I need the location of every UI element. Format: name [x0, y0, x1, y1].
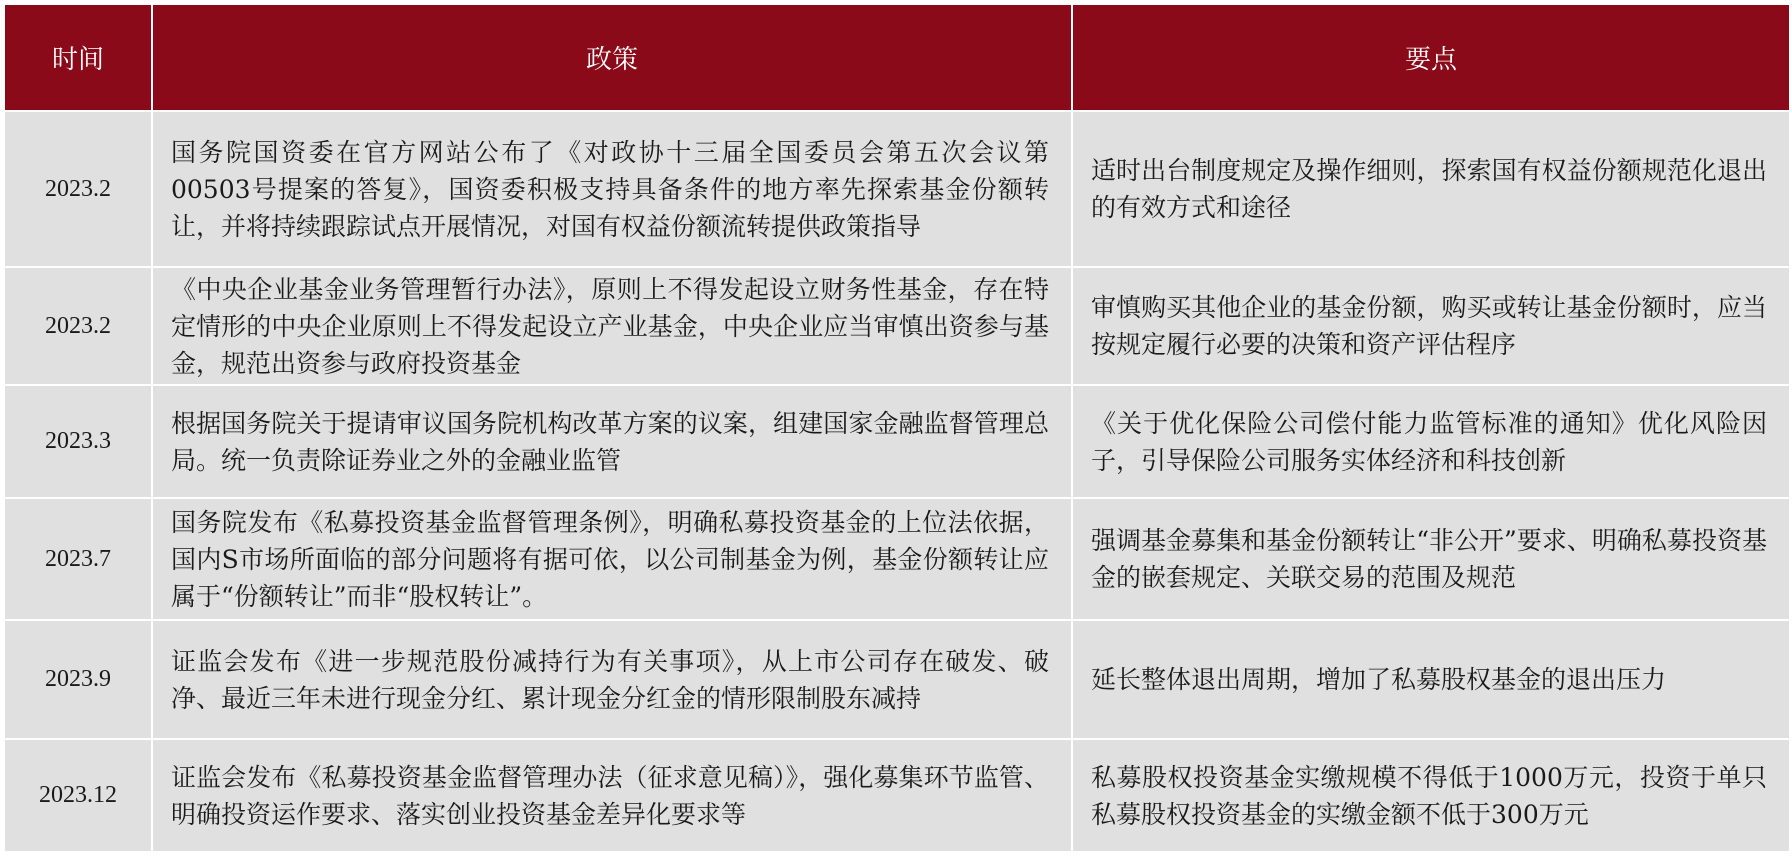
- table-body: [4, 111, 1790, 852]
- table-row: [4, 267, 1790, 385]
- time-cell: 2023.2: [4, 111, 152, 267]
- table-header: [4, 4, 1790, 111]
- header-time: 时间: [4, 4, 152, 111]
- policy-cell: 证监会发布《进一步规范股份减持行为有关事项》，从上市公司存在破发、破净、最近三年未进行现金分红、累计现金分红金的情形限制股东减持: [152, 620, 1072, 739]
- points-cell: 私募股权投资基金实缴规模不得低于1000万元，投资于单只私募股权投资基金的实缴金额不低于300万元: [1072, 739, 1790, 852]
- header-policy: 政策: [152, 4, 1072, 111]
- table-row: [4, 498, 1790, 620]
- policy-cell: 国务院国资委在官方网站公布了《对政协十三届全国委员会第五次会议第00503号提案的答复》，国资委积极支持具备条件的地方率先探索基金份额转让，并将持续跟踪试点开展情况，对国有权益份额流转提供政策指导: [152, 111, 1072, 267]
- policy-cell: 证监会发布《私募投资基金监督管理办法（征求意见稿）》，强化募集环节监管、明确投资运作要求、落实创业投资基金差异化要求等: [152, 739, 1072, 852]
- table-row: [4, 620, 1790, 739]
- table-row: [4, 385, 1790, 498]
- policy-cell: 国务院发布《私募投资基金监督管理条例》，明确私募投资基金的上位法依据，国内S市场所面临的部分问题将有据可依，以公司制基金为例，基金份额转让应属于“份额转让”而非“股权转让”。: [152, 498, 1072, 620]
- time-cell: 2023.12: [4, 739, 152, 852]
- time-cell: 2023.9: [4, 620, 152, 739]
- table-row: [4, 111, 1790, 267]
- points-cell: 《关于优化保险公司偿付能力监管标准的通知》优化风险因子，引导保险公司服务实体经济和科技创新: [1072, 385, 1790, 498]
- time-cell: 2023.2: [4, 267, 152, 385]
- header-points: 要点: [1072, 4, 1790, 111]
- points-cell: 审慎购买其他企业的基金份额，购买或转让基金份额时，应当按规定履行必要的决策和资产评估程序: [1072, 267, 1790, 385]
- policy-cell: 《中央企业基金业务管理暂行办法》，原则上不得发起设立财务性基金，存在特定情形的中央企业原则上不得发起设立产业基金，中央企业应当审慎出资参与基金，规范出资参与政府投资基金: [152, 267, 1072, 385]
- policy-table: [3, 3, 1791, 853]
- time-cell: 2023.3: [4, 385, 152, 498]
- table-row: [4, 739, 1790, 852]
- header-row: [4, 4, 1790, 111]
- points-cell: 适时出台制度规定及操作细则，探索国有权益份额规范化退出的有效方式和途径: [1072, 111, 1790, 267]
- policy-cell: 根据国务院关于提请审议国务院机构改革方案的议案，组建国家金融监督管理总局。统一负责除证券业之外的金融业监管: [152, 385, 1072, 498]
- time-cell: 2023.7: [4, 498, 152, 620]
- points-cell: 强调基金募集和基金份额转让“非公开”要求、明确私募投资基金的嵌套规定、关联交易的范围及规范: [1072, 498, 1790, 620]
- points-cell: 延长整体退出周期，增加了私募股权基金的退出压力: [1072, 620, 1790, 739]
